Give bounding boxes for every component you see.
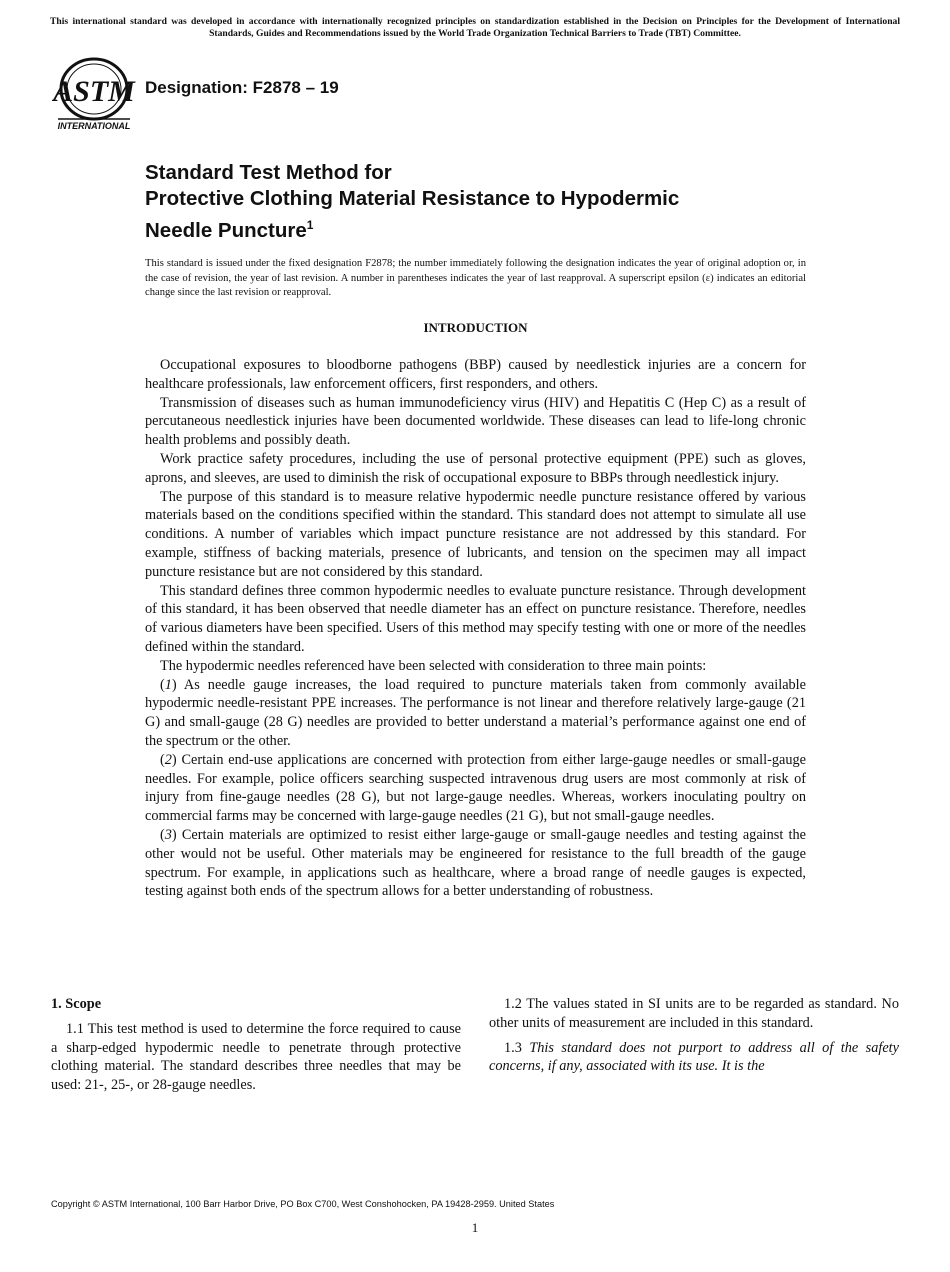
scope-1-3-text: This standard does not purport to address all of the safety concerns, if any, associated with its use. It is the	[489, 1039, 899, 1075]
astm-logo	[52, 57, 136, 131]
designation: Designation: F2878 – 19	[145, 78, 339, 97]
introduction-heading: INTRODUCTION	[423, 320, 528, 335]
intro-paragraph: Work practice safety procedures, including the use of personal protective equipment (PPE) such as gloves, aprons, and sleeves, are used to diminish the risk of occupational exposure to BBPs through needlestick injury.	[145, 450, 806, 486]
title-footnote-mark: 1	[306, 218, 314, 232]
intro-paragraph: Occupational exposures to bloodborne pathogens (BBP) caused by needlestick injuries are a concern for healthcare professionals, law enforcement officers, first responders, and others.	[145, 357, 806, 392]
copyright: Copyright © ASTM International, 100 Barr Harbor Drive, PO Box C700, West Conshohocken, PA 19428-2959. United States	[51, 1199, 555, 1209]
intro-paragraph: This standard defines three common hypodermic needles to evaluate puncture resistance. Through development of this standard, it has been observed that needle diameter has an effect on puncture resistance. Therefore, needles of various diameters have been specified. Users of this method may specify testing with one or more of the needles defined within the standard.	[145, 582, 806, 655]
scope-heading: 1. Scope	[51, 996, 102, 1012]
scope-paragraph-1-3	[489, 1039, 899, 1077]
intro-paragraph: The purpose of this standard is to measure relative hypodermic needle puncture resistance offered by various materials based on the conditions specified within the standard. This standard does not attempt to simulate all use conditions. A number of variables which impact puncture resistance are not addressed by this standard. For example, stiffness of backing materials, presence of lubricants, and tension on the specimen may all impact puncture resistance but are not considered by this standard.	[145, 488, 806, 580]
introduction-body	[145, 356, 806, 901]
point-number: 1	[164, 676, 172, 693]
logo-org-name: INTERNATIONAL	[57, 121, 131, 131]
title-line-1: Standard Test Method for	[145, 161, 392, 184]
title-line-3-text: Needle Puncture	[145, 218, 307, 242]
point-number: 2	[164, 751, 172, 768]
scope-1-3-number: 1.3	[504, 1039, 522, 1056]
title-line-2: Protective Clothing Material Resistance to Hypodermic	[145, 187, 680, 210]
intro-paragraph: Transmission of diseases such as human immunodeficiency virus (HIV) and Hepatitis C (Hep C) as a result of percutaneous needlestick injuries have been documented worldwide. These diseases can lead to life-long chronic health problems and possibly death.	[145, 394, 806, 449]
title-line-3	[145, 212, 845, 244]
intro-paragraph: The hypodermic needles referenced have been selected with consideration to three main points:	[160, 657, 707, 674]
page-number: 1	[471, 1220, 479, 1235]
scope-paragraph-1-2: 1.2 The values stated in SI units are to be regarded as standard. No other units of measurement are included in this standard.	[489, 996, 899, 1031]
title-block	[145, 160, 845, 244]
point-number: 3	[164, 826, 172, 843]
intro-point: (1) As needle gauge increases, the load required to puncture materials taken from commonly available hypodermic needle-resistant PPE increases. The performance is not linear and therefore relatively large-gauge (21 G) and small-gauge (28 G) needles are provided to better understand a material’s performance against one end of the spectrum or the other.	[145, 676, 807, 749]
point-text: Certain materials are optimized to resist either large-gauge or small-gauge needles and testing against the other would not be useful. Other materials may be engineered for resistance to the full breadth of the gauge spectrum. For example, in applications such as healthcare, where a broad range of needle gauges is expected, testing against both ends of the spectrum allows for a better understanding of robustness.	[145, 826, 806, 900]
scope-left-column	[51, 995, 461, 1095]
intro-point: (3) Certain materials are optimized to resist either large-gauge or small-gauge needles and testing against the other would not be useful. Other materials may be engineered for resistance to the full breadth of the gauge spectrum. For example, in applications such as healthcare, where a broad range of needle gauges is expected, testing against both ends of the spectrum allows for a better understanding of robustness.	[145, 826, 806, 900]
scope-paragraph-1-1: 1.1 This test method is used to determine the force required to cause a sharp-edged hypodermic needle to penetrate through protective clothing material. The standard describes three needles that may be used: 21-, 25-, or 28-gauge needles.	[51, 1020, 461, 1094]
intro-point: (2) Certain end-use applications are concerned with protection from either large-gauge needles or small-gauge needles. For example, police officers searching suspected intravenous drug users are most commonly at risk of injury from fine-gauge needles (28 G), but not large-gauge needles. Whereas, workers inoculating poultry on commercial farms may be concerned with large-gauge needles (21 G), but not small-gauge needles.	[145, 751, 806, 825]
scope-right-column	[489, 995, 899, 1082]
logo-monogram: ASTM	[53, 75, 135, 108]
point-text: As needle gauge increases, the load required to puncture materials taken from commonly available hypodermic needle-resistant PPE increases. The performance is not linear and therefore relatively large-gauge (21 G) and small-gauge (28 G) needles are provided to better understand a material’s performance against one end of the spectrum or the other.	[145, 676, 807, 749]
point-text: Certain end-use applications are concerned with protection from either large-gauge needles or small-gauge needles. For example, police officers searching suspected intravenous drug users are most commonly at risk of injury from fine-gauge needles (28 G), but not large-gauge needles. Whereas, workers inoculating poultry on commercial farms may be concerned with large-gauge needles (21 G), but not small-gauge needles.	[145, 751, 806, 825]
issuance-note: This standard is issued under the fixed designation F2878; the number immediately following the designation indicates the year of original adoption or, in the case of revision, the year of last revision. A number in parentheses indicates the year of last reapproval. A superscript epsilon (ε) indicates an editorial change since the last revision or reapproval.	[145, 258, 806, 298]
top-notice: This international standard was developed in accordance with internationally recognized principles on standardization established in the Decision on Principles for the Development of International Standards, Guides and Recommendations issued by the World Trade Organization Technical Barriers to Trade (TBT) Committee.	[50, 16, 900, 39]
